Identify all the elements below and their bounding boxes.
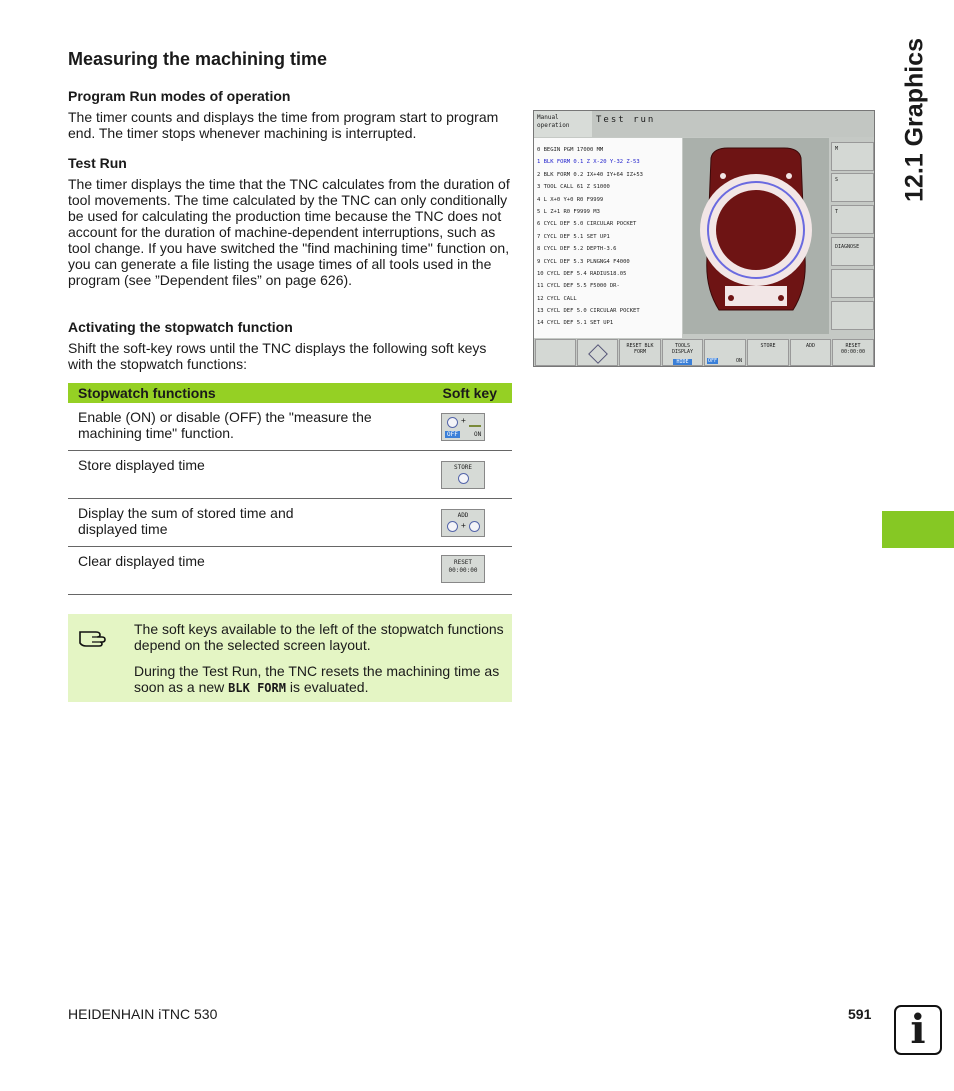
workpiece-icon [683,138,829,334]
program-line: 10 CYCL DEF 5.4 RADIUS18.05 [537,270,627,277]
heading-test-run: Test Run [68,155,127,171]
program-line: 13 CYCL DEF 5.0 CIRCULAR POCKET [537,308,640,315]
table-row [68,547,512,595]
softkey-blank[interactable] [535,339,576,366]
program-line: 4 L X+0 Y+0 R0 F9999 [537,196,604,203]
row-text: Clear displayed time [78,553,205,569]
reset-softkey[interactable] [441,555,485,583]
row-text: Enable (ON) or disable (OFF) the "measure the machining time" function. [78,409,372,441]
section-heading: Measuring the machining time [68,49,328,69]
program-line: 8 CYCL DEF 5.2 DEPTH-3.6 [537,246,617,253]
paragraph-test-run: The timer displays the time that the TNC calculates from the duration of tool movements. The time calculated by the TNC can only conditionally be used for calculating the production time because the TNC does not account for the duration of machine-dependent interruptions, such as tool change. If you have switched the "find machining time" function on, you can generate a file listing the usage times of all tools used in the program (see ”Dependent files” on page 626). [68,176,510,288]
stopwatch-icon [447,521,458,532]
softkey-store[interactable]: STORE [747,339,789,366]
softkey-m[interactable]: M [831,142,874,171]
chapter-tab [882,511,954,548]
program-listing [534,138,682,338]
stopwatch-table [68,383,512,595]
softkey-blank[interactable] [831,269,874,298]
heading-program-run: Program Run modes of operation [68,88,291,104]
reset-time-label: 00:00:00 [448,567,478,574]
program-line: 7 CYCL DEF 5.1 SET UP1 [537,233,610,240]
program-line: 14 CYCL DEF 5.1 SET UP1 [537,320,614,327]
softkey-blank[interactable] [831,301,874,330]
page-number: 591 [848,1006,872,1022]
note-paragraph-1: The soft keys available to the left of the stopwatch functions depend on the selected screen layout. [134,621,504,653]
pointing-hand-icon [78,624,110,648]
program-line: 9 CYCL DEF 5.3 PLNGNG4 F4000 [537,258,630,265]
side-title: 12.1 Graphics [900,38,929,202]
mode-test-run: Test run [592,111,874,137]
program-line: 0 BEGIN PGM 17000 MM [537,147,604,153]
softkey-3d-view[interactable] [577,339,618,366]
program-line: 5 L Z+1 R0 F9999 M3 [537,208,600,215]
plus-icon: + [461,521,466,530]
store-label: STORE [453,464,473,471]
header-softkey: Soft key [442,385,497,401]
reset-label: RESET [453,559,473,566]
program-line: 11 CYCL DEF 5.5 F5000 DR- [537,283,620,290]
softkey-add[interactable]: ADD [790,339,831,366]
code-blk-form: BLK FORM [228,681,286,695]
program-line: 12 CYCL CALL [537,295,577,302]
table-row [68,499,512,547]
add-label: ADD [457,512,469,519]
cube-icon [588,344,608,364]
toggle-softkey[interactable] [441,413,485,441]
add-softkey[interactable] [441,509,485,537]
table-row [68,403,512,451]
row-text: Display the sum of stored time and displayed time [78,505,294,537]
stopwatch-icon [458,473,469,484]
softkey-reset-time[interactable]: RESET 00:00:00 [832,339,874,366]
header-functions: Stopwatch functions [78,385,216,401]
stopwatch-icon [447,417,458,428]
workpiece-graphic [683,138,829,334]
softkey-toggle-timer[interactable]: OFF ON [704,339,746,366]
note-paragraph-2: During the Test Run, the TNC resets the machining time as soon as a new BLK FORM is evaluated. [134,663,500,695]
paragraph-program-run: The timer counts and displays the time from program start to program end. The timer stops whenever machining is interrupted. [68,109,499,141]
program-line: 1 BLK FORM 0.1 Z X-20 Y-32 Z-53 [537,159,640,166]
footer-left: HEIDENHAIN iTNC 530 [68,1006,218,1022]
paragraph-stopwatch: Shift the soft-key rows until the TNC displays the following soft keys with the stopwatch functions: [68,340,487,372]
mode-manual: Manual operation [534,111,592,137]
on-label: ON [474,431,482,438]
tnc-screenshot [533,110,875,367]
stopwatch-icon [469,521,480,532]
softkey-diagnose[interactable]: DIAGNOSE [831,237,874,266]
heading-stopwatch: Activating the stopwatch function [68,319,293,335]
note-box [68,614,512,702]
row-text: Store displayed time [78,457,205,473]
softkey-reset-blk-form[interactable]: RESET BLK FORM [619,339,661,366]
program-line: 6 CYCL DEF 5.0 CIRCULAR POCKET [537,221,637,228]
table-header [68,383,512,403]
softkey-t[interactable]: T [831,205,874,234]
table-row [68,451,512,499]
program-line: 3 TOOL CALL 61 Z S1000 [537,184,610,191]
off-label: OFF [447,431,458,438]
softkey-s[interactable]: S [831,173,874,202]
info-icon: i [894,1005,942,1055]
program-line: 2 BLK FORM 0.2 IX+40 IY+64 IZ+53 [537,171,643,178]
store-softkey[interactable] [441,461,485,489]
plus-icon: + [461,416,466,425]
softkey-tools-display[interactable]: TOOLS DISPLAY HIDE [662,339,703,366]
tool-icon [469,415,481,427]
